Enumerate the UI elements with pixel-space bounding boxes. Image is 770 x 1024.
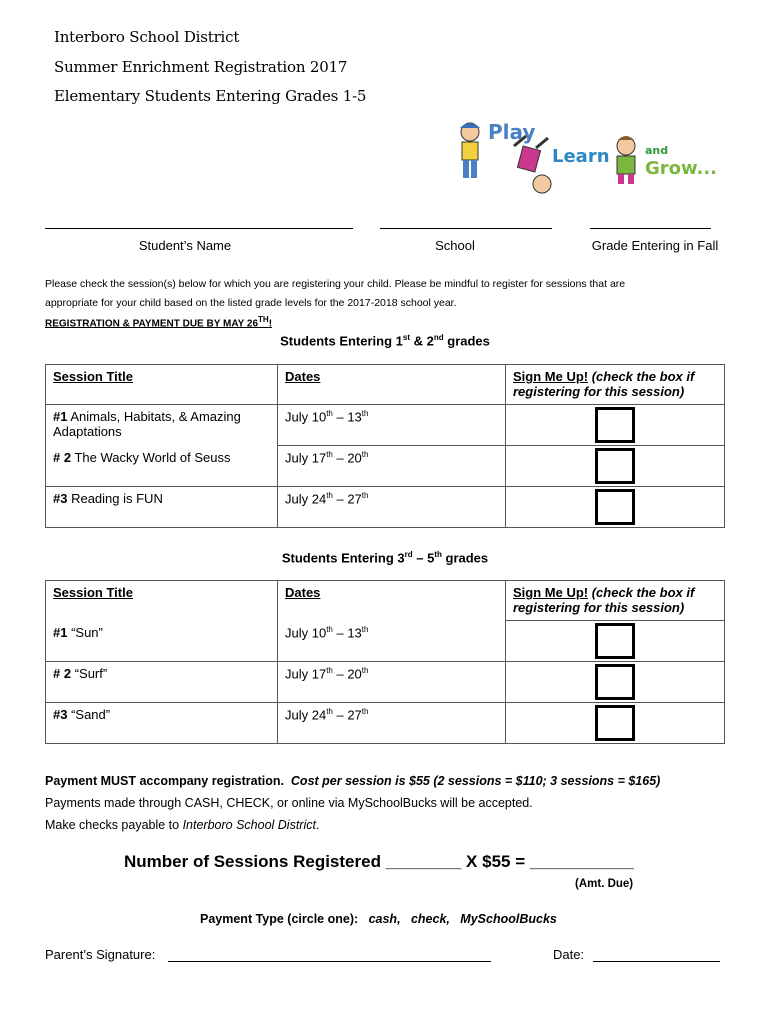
school-label: School — [435, 238, 475, 253]
instructions-line-2: appropriate for your child based on the listed grade levels for the 2017-2018 school year. — [45, 297, 457, 309]
table-grades-3-5 — [45, 580, 725, 744]
checks-payable: Make checks payable to Interboro School District. — [45, 818, 320, 832]
school-line[interactable] — [380, 228, 552, 229]
payment-requirement: Payment MUST accompany registration. Cost per session is $55 (2 sessions = $110; 3 sessions = $165) — [45, 774, 661, 788]
session-checkbox[interactable] — [595, 489, 635, 525]
session-dates: July 24th – 27th — [278, 703, 506, 744]
table-header-row — [46, 365, 725, 405]
date-line[interactable] — [593, 961, 720, 962]
session-dates: July 24th – 27th — [278, 487, 506, 528]
grades-title: Elementary Students Entering Grades 1-5 — [54, 87, 367, 105]
payment-options[interactable]: cash, check, MySchoolBucks — [368, 912, 557, 926]
instructions-line-1: Please check the session(s) below for which you are registering your child. Please be mindful to register for sessions that are — [45, 278, 626, 290]
table-row — [46, 487, 725, 528]
grade-label: Grade Entering in Fall — [591, 238, 719, 253]
session-title: # 2 The Wacky World of Seuss — [46, 446, 278, 487]
session-dates: July 17th – 20th — [278, 446, 506, 487]
checkbox-cell — [506, 487, 725, 528]
table-row — [46, 446, 725, 487]
date-label: Date: — [553, 947, 585, 962]
logo-and-text: and — [645, 144, 669, 157]
due-date-notice: REGISTRATION & PAYMENT DUE BY MAY 26TH! — [45, 315, 273, 330]
logo-learn-text: Learn — [552, 146, 610, 167]
amount-due-blank[interactable]: ___________ — [529, 852, 634, 871]
col-sign-me-up: Sign Me Up! (check the box if registering for this session) — [506, 581, 725, 621]
session-checkbox[interactable] — [595, 705, 635, 741]
session-checkbox[interactable] — [595, 407, 635, 443]
checkbox-cell — [506, 446, 725, 487]
col-dates: Dates — [278, 365, 506, 405]
play-learn-grow-logo — [452, 118, 722, 198]
payment-type: Payment Type (circle one): cash, check, MySchoolBucks — [200, 912, 557, 926]
checkbox-cell — [506, 405, 725, 446]
logo-play-text: Play — [488, 120, 536, 144]
session-title: # 2 “Surf” — [46, 662, 278, 703]
table-row — [46, 405, 725, 446]
table-row — [46, 621, 725, 662]
table-grades-1-2 — [45, 364, 725, 528]
session-title: #1 Animals, Habitats, & Amazing Adaptations — [46, 405, 278, 446]
col-session-title: Session Title — [46, 365, 278, 405]
logo-grow-text: Grow... — [645, 158, 718, 179]
table-row — [46, 662, 725, 703]
session-checkbox[interactable] — [595, 623, 635, 659]
grade-line[interactable] — [590, 228, 711, 229]
payment-methods: Payments made through CASH, CHECK, or online via MySchoolBucks will be accepted. — [45, 796, 533, 810]
session-dates: July 17th – 20th — [278, 662, 506, 703]
session-title: #1 “Sun” — [46, 621, 278, 662]
col-dates: Dates — [278, 581, 506, 621]
session-dates: July 10th – 13th — [278, 405, 506, 446]
col-session-title: Session Title — [46, 581, 278, 621]
sessions-count-blank[interactable]: ________ — [385, 852, 462, 871]
amount-due-label: (Amt. Due) — [575, 878, 634, 890]
table-row — [46, 703, 725, 744]
student-name-line[interactable] — [45, 228, 353, 229]
student-name-label: Student’s Name — [138, 238, 232, 253]
session-checkbox[interactable] — [595, 664, 635, 700]
session-dates: July 10th – 13th — [278, 621, 506, 662]
program-title: Summer Enrichment Registration 2017 — [54, 58, 348, 76]
table-header-row — [46, 581, 725, 621]
parent-signature-label: Parent’s Signature: — [45, 947, 156, 962]
session-title: #3 Reading is FUN — [46, 487, 278, 528]
sessions-registered-line: Number of Sessions Registered ________ X $55 = ___________ — [124, 852, 634, 871]
table1-heading: Students Entering 1st & 2nd grades — [280, 333, 490, 349]
parent-signature-line[interactable] — [168, 961, 491, 962]
col-sign-me-up: Sign Me Up! (check the box if registering for this session) — [506, 365, 725, 405]
checkbox-cell — [506, 621, 725, 662]
table2-heading: Students Entering 3rd – 5th grades — [281, 550, 489, 566]
district-title: Interboro School District — [54, 28, 240, 46]
checkbox-cell — [506, 662, 725, 703]
session-title: #3 “Sand” — [46, 703, 278, 744]
checkbox-cell — [506, 703, 725, 744]
session-checkbox[interactable] — [595, 448, 635, 484]
